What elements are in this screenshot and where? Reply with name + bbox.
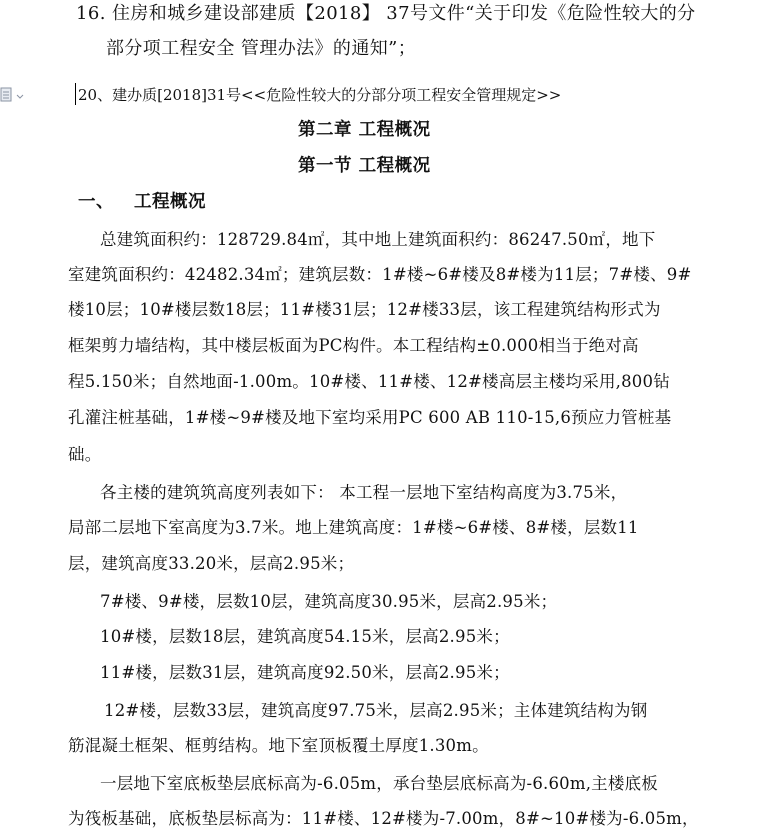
- paragraph-7-line-1: 一层地下室底板垫层底标高为-6.05m，承台垫层底标高为-6.60m,主楼底板: [100, 774, 658, 793]
- paragraph-2-line-1: 各主楼的建筑筑高度列表如下： 本工程一层地下室结构高度为3.75米，: [100, 483, 628, 502]
- paragraph-2-line-2: 局部二层地下室高度为3.7米。地上建筑高度：1#楼~6#楼、8#楼，层数11: [68, 518, 639, 537]
- paragraph-1-line-2: 室建筑面积约：42482.34㎡；建筑层数：1#楼~6#楼及8#楼为11层；7#楼、9#: [68, 265, 692, 284]
- reference-20: 20、建办质[2018]31号<<危险性较大的分部分项工程安全管理规定>>: [78, 86, 562, 104]
- building-7-9-line: 7#楼、9#楼，层数10层，建筑高度30.95米，层高2.95米；: [100, 592, 558, 611]
- building-10-line: 10#楼，层数18层，建筑高度54.15米，层高2.95米；: [100, 627, 510, 646]
- paragraph-7-line-2: 为筏板基础，底板垫层标高为：11#楼、12#楼为-7.00m，8#~10#楼为-6.05m，: [68, 809, 699, 828]
- paragraph-1-line-7: 础。: [68, 445, 102, 464]
- paragraph-1-line-1: 总建筑面积约：128729.84㎡，其中地上建筑面积约：86247.50㎡，地下: [100, 230, 656, 249]
- reference-16-line-2: 部分项工程安全 管理办法》的通知”；: [106, 38, 417, 59]
- paragraph-1-line-4: 框架剪力墙结构，其中楼层板面为PC构件。本工程结构±0.000相当于绝对高: [68, 336, 639, 355]
- paragraph-1-line-6: 孔灌注桩基础，1#楼~9#楼及地下室均采用PC 600 AB 110-15,6预应力管桩基: [68, 408, 672, 427]
- chapter-heading: 第二章 工程概况: [298, 120, 431, 140]
- reference-16-line-1: 16. 住房和城乡建设部建质【2018】 37号文件“关于印发《危险性较大的分: [76, 3, 696, 24]
- building-11-line: 11#楼，层数31层，建筑高度92.50米，层高2.95米；: [100, 663, 510, 682]
- paragraph-1-line-5: 程5.150米；自然地面-1.00m。10#楼、11#楼、12#楼高层主楼均采用,800钻: [68, 372, 670, 391]
- text-cursor: [75, 83, 76, 105]
- paragraph-1-line-3: 楼10层；10#楼层数18层；11#楼31层；12#楼33层，该工程建筑结构形式为: [68, 300, 661, 319]
- subsection-title: 工程概况: [134, 192, 206, 212]
- paragraph-6-line-2: 筋混凝土框架、框剪结构。地下室顶板覆土厚度1.30m。: [68, 736, 489, 755]
- subsection-number: 一、: [78, 192, 114, 212]
- paragraph-6-line-1: 12#楼，层数33层，建筑高度97.75米，层高2.95米；主体建筑结构为钢: [104, 701, 648, 720]
- document-options-icon[interactable]: [0, 87, 26, 105]
- paragraph-2-line-3: 层，建筑高度33.20米，层高2.95米；: [68, 554, 355, 573]
- section-heading: 第一节 工程概况: [298, 156, 431, 176]
